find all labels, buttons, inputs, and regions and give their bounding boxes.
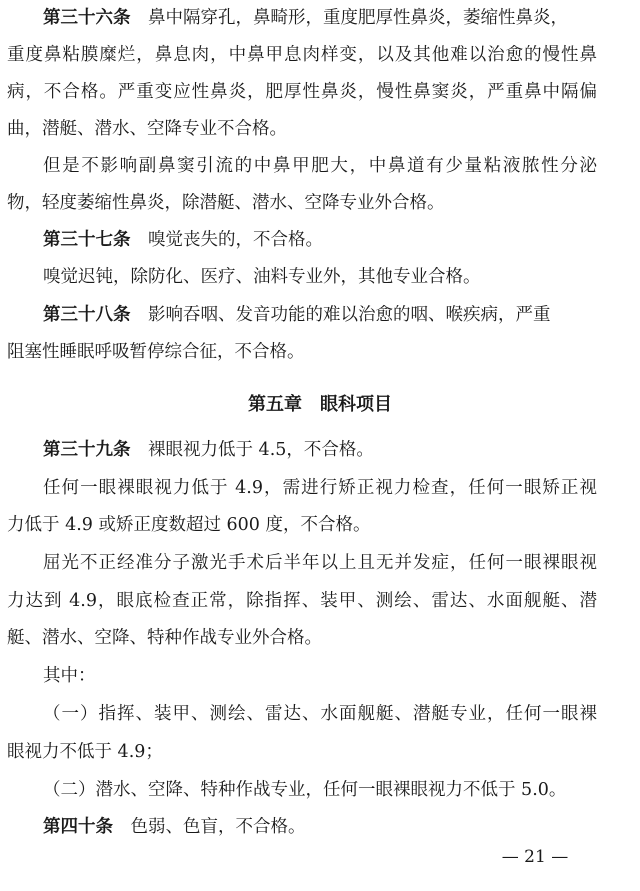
article-39-para-5-line-2: 眼视力不低于 4.9； (7, 742, 163, 762)
chapter-5-heading: 第五章 眼科项目 (248, 394, 392, 415)
article-36-line-3: 病，不合格。严重变应性鼻炎，肥厚性鼻炎，慢性鼻窦炎，严重鼻中隔偏 (7, 82, 597, 102)
article-39-para-3-line-3: 艇、潜水、空降、特种作战专业外合格。 (7, 628, 322, 648)
article-39-para-4-line-1: 其中： (43, 666, 96, 686)
article-40-label: 第四十条 (43, 817, 113, 837)
article-38-text-1: 影响吞咽、发音功能的难以治愈的咽、喉疾病，严重 (148, 305, 551, 325)
article-36-text-1: 鼻中隔穿孔，鼻畸形，重度肥厚性鼻炎，萎缩性鼻炎， (148, 8, 568, 28)
page-number: — 21 — (501, 847, 569, 867)
article-39-para-3-line-1: 屈光不正经准分子激光手术后半年以上且无并发症，任何一眼裸眼视 (43, 553, 597, 573)
article-39-para-3-line-2: 力达到 4.9，眼底检查正常，除指挥、装甲、测绘、雷达、水面舰艇、潜 (7, 591, 597, 611)
article-40-text-1: 色弱、色盲，不合格。 (130, 817, 306, 837)
article-39-para-2-line-2: 力低于 4.9 或矫正度数超过 600 度，不合格。 (7, 515, 371, 535)
article-36-para-2-line-1: 但是不影响副鼻窦引流的中鼻甲肥大，中鼻道有少量粘液脓性分泌 (43, 156, 597, 176)
article-40-line-1 (43, 815, 306, 839)
article-36-line-1 (43, 6, 595, 30)
article-39-para-6-line-1: （二）潜水、空降、特种作战专业，任何一眼裸眼视力不低于 5.0。 (43, 780, 567, 800)
article-39-text-1: 裸眼视力低于 4.5，不合格。 (148, 440, 374, 460)
article-38-line-2: 阻塞性睡眠呼吸暂停综合征，不合格。 (7, 342, 305, 362)
article-37-text-1: 嗅觉丧失的，不合格。 (148, 230, 323, 250)
article-37-label: 第三十七条 (43, 230, 131, 250)
article-38-line-1 (43, 303, 597, 327)
article-39-para-2-line-1: 任何一眼裸眼视力低于 4.9，需进行矫正视力检查，任何一眼矫正视 (43, 478, 597, 498)
article-39-para-5-line-1: （一）指挥、装甲、测绘、雷达、水面舰艇、潜艇专业，任何一眼裸 (43, 704, 597, 724)
article-36-para-2-line-2: 物，轻度萎缩性鼻炎，除潜艇、潜水、空降专业外合格。 (7, 193, 445, 213)
article-39-label: 第三十九条 (43, 440, 131, 460)
article-36-line-2: 重度鼻粘膜糜烂，鼻息肉，中鼻甲息肉样变，以及其他难以治愈的慢性鼻 (7, 45, 597, 65)
article-36-label: 第三十六条 (43, 8, 131, 28)
article-36-line-4: 曲，潜艇、潜水、空降专业不合格。 (7, 119, 287, 139)
article-37-line-1 (43, 228, 323, 252)
article-37-para-2-line-1: 嗅觉迟钝，除防化、医疗、油料专业外，其他专业合格。 (43, 267, 481, 287)
article-38-label: 第三十八条 (43, 305, 131, 325)
article-39-line-1 (43, 438, 374, 462)
